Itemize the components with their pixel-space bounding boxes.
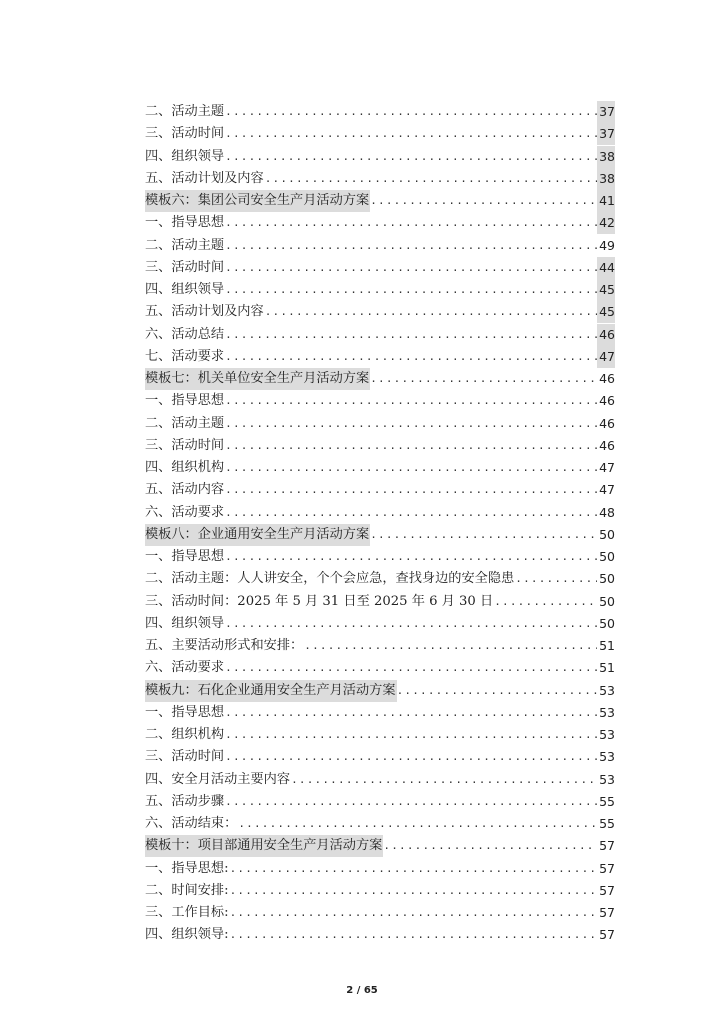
toc-page-number: 50 <box>599 549 615 565</box>
toc-entry-label: 一、指导思想 <box>145 393 225 409</box>
toc-entry-label: 二、活动主题 <box>145 104 225 120</box>
toc-page-number: 53 <box>599 771 615 787</box>
toc-page-number: 50 <box>599 593 615 609</box>
toc-entry[interactable] <box>145 479 615 501</box>
toc-dot-leader <box>397 680 597 702</box>
toc-entry[interactable] <box>145 123 615 145</box>
toc-page-number: 48 <box>599 504 615 520</box>
toc-entry[interactable] <box>145 546 615 568</box>
toc-entry-label: 六、活动结束： <box>145 816 238 832</box>
toc-entry-label: 模板七：机关单位安全生产月活动方案 <box>145 368 370 390</box>
toc-entry[interactable] <box>145 702 615 724</box>
toc-entry-label: 三、活动时间 <box>145 259 225 275</box>
toc-entry-label: 六、活动要求 <box>145 660 225 676</box>
toc-page-number: 45 <box>597 279 615 301</box>
toc-page-number: 57 <box>599 882 615 898</box>
toc-entry[interactable] <box>145 101 615 123</box>
toc-entry-label: 二、时间安排: <box>145 882 229 898</box>
toc-dot-leader <box>225 146 597 168</box>
toc-entry-label: 二、组织机构 <box>145 727 225 743</box>
toc-dot-leader <box>230 902 597 924</box>
toc-entry-label: 五、活动计划及内容 <box>145 304 264 320</box>
toc-dot-leader <box>291 769 597 791</box>
toc-entry-label: 四、组织机构 <box>145 460 225 476</box>
toc-dot-leader <box>225 479 597 501</box>
toc-page-number: 51 <box>599 638 615 654</box>
toc-dot-leader <box>304 635 597 657</box>
toc-entry-label: 二、活动主题 <box>145 415 225 431</box>
toc-page-number: 53 <box>599 704 615 720</box>
toc-entry-label: 三、活动时间：2025 年 5 月 31 日至 2025 年 6 月 30 日 <box>145 593 494 609</box>
toc-entry[interactable] <box>145 413 615 435</box>
toc-entry[interactable] <box>145 235 615 257</box>
toc-entry[interactable] <box>145 902 615 924</box>
toc-chapter-entry[interactable] <box>145 368 615 390</box>
toc-dot-leader <box>230 924 597 946</box>
toc-entry-label: 五、活动内容 <box>145 482 225 498</box>
toc-entry-label: 一、指导思想 <box>145 549 225 565</box>
toc-page-number: 53 <box>599 727 615 743</box>
toc-entry-label: 五、活动计划及内容 <box>145 170 264 186</box>
toc-dot-leader <box>225 613 597 635</box>
toc-dot-leader <box>515 568 597 590</box>
toc-page-number: 42 <box>597 212 615 234</box>
toc-entry-label: 一、指导思想 <box>145 215 225 231</box>
toc-page-number: 47 <box>597 346 615 368</box>
toc-dot-leader <box>370 368 597 390</box>
toc-entry[interactable] <box>145 457 615 479</box>
toc-dot-leader <box>225 702 597 724</box>
toc-page-number: 46 <box>599 393 615 409</box>
toc-entry[interactable] <box>145 502 615 524</box>
toc-page-number: 55 <box>599 816 615 832</box>
toc-page-number: 38 <box>597 146 615 168</box>
toc-entry-label: 四、组织领导 <box>145 148 225 164</box>
toc-entry[interactable] <box>145 769 615 791</box>
toc-dot-leader <box>225 123 597 145</box>
toc-chapter-entry[interactable] <box>145 680 615 702</box>
toc-page-number: 53 <box>599 749 615 765</box>
toc-dot-leader <box>265 168 597 190</box>
toc-entry-label: 二、活动主题 <box>145 237 225 253</box>
toc-entry[interactable] <box>145 168 615 190</box>
toc-page-number: 53 <box>599 682 615 698</box>
toc-entry[interactable] <box>145 212 615 234</box>
toc-entry-label: 四、组织领导 <box>145 615 225 631</box>
toc-dot-leader <box>370 190 597 212</box>
toc-entry[interactable] <box>145 813 615 835</box>
toc-entry[interactable] <box>145 613 615 635</box>
toc-entry-label: 三、活动时间 <box>145 749 225 765</box>
toc-dot-leader <box>370 524 597 546</box>
toc-page-number: 47 <box>599 482 615 498</box>
toc-entry[interactable] <box>145 390 615 412</box>
toc-entry-label: 五、活动步骤 <box>145 793 225 809</box>
toc-page-number: 46 <box>599 415 615 431</box>
toc-page-number: 44 <box>597 257 615 279</box>
toc-entry-label: 七、活动要求 <box>145 348 225 364</box>
toc-chapter-entry[interactable] <box>145 190 615 212</box>
toc-entry-label: 三、活动时间 <box>145 437 225 453</box>
toc-dot-leader <box>230 858 597 880</box>
toc-chapter-entry[interactable] <box>145 524 615 546</box>
toc-entry-label: 四、安全月活动主要内容 <box>145 771 291 787</box>
toc-entry[interactable] <box>145 746 615 768</box>
toc-entry-label: 四、组织领导 <box>145 282 225 298</box>
toc-entry-label: 五、主要活动形式和安排： <box>145 638 304 654</box>
toc-dot-leader <box>494 591 597 613</box>
toc-dot-leader <box>225 435 597 457</box>
toc-entry-label: 三、活动时间 <box>145 126 225 142</box>
toc-dot-leader <box>225 212 597 234</box>
toc-entry[interactable] <box>145 346 615 368</box>
toc-entry[interactable] <box>145 657 615 679</box>
toc-dot-leader <box>225 657 597 679</box>
table-of-contents <box>145 101 615 947</box>
toc-entry-label: 三、工作目标: <box>145 905 229 921</box>
toc-entry-label: 一、指导思想 <box>145 704 225 720</box>
toc-page-number: 57 <box>599 905 615 921</box>
toc-page-number: 46 <box>599 371 615 387</box>
toc-entry[interactable] <box>145 924 615 946</box>
toc-dot-leader <box>383 835 597 857</box>
toc-page-number: 51 <box>599 660 615 676</box>
toc-entry-label: 二、活动主题：人人讲安全，个个会应急，查找身边的安全隐患 <box>145 571 515 587</box>
current-page-number: 2 <box>346 985 354 996</box>
total-page-count: 65 <box>363 985 378 996</box>
toc-entry-label: 模板八：企业通用安全生产月活动方案 <box>145 524 370 546</box>
toc-page-number: 37 <box>597 123 615 145</box>
toc-dot-leader <box>225 390 597 412</box>
toc-dot-leader <box>225 324 597 346</box>
toc-entry-label: 模板十：项目部通用安全生产月活动方案 <box>145 835 383 857</box>
toc-chapter-entry[interactable] <box>145 835 615 857</box>
toc-dot-leader <box>225 746 597 768</box>
toc-dot-leader <box>225 257 597 279</box>
toc-page-number: 49 <box>599 237 615 253</box>
toc-entry[interactable] <box>145 880 615 902</box>
toc-entry[interactable] <box>145 324 615 346</box>
toc-entry[interactable] <box>145 146 615 168</box>
toc-page-number: 41 <box>597 190 615 212</box>
page-footer <box>0 985 724 996</box>
toc-dot-leader <box>230 880 597 902</box>
toc-page-number: 57 <box>599 838 615 854</box>
toc-dot-leader <box>225 546 597 568</box>
toc-dot-leader <box>225 724 597 746</box>
toc-entry[interactable] <box>145 568 615 590</box>
toc-dot-leader <box>225 457 597 479</box>
toc-dot-leader <box>225 235 597 257</box>
toc-entry[interactable] <box>145 257 615 279</box>
toc-entry-label: 一、指导思想: <box>145 860 229 876</box>
toc-entry-label: 模板九：石化企业通用安全生产月活动方案 <box>145 680 397 702</box>
toc-page-number: 57 <box>599 860 615 876</box>
toc-page-number: 46 <box>597 324 615 346</box>
toc-page-number: 46 <box>599 437 615 453</box>
toc-dot-leader <box>225 279 597 301</box>
toc-entry[interactable] <box>145 791 615 813</box>
toc-page-number: 50 <box>599 571 615 587</box>
toc-dot-leader <box>225 101 597 123</box>
toc-entry-label: 六、活动总结 <box>145 326 225 342</box>
toc-entry[interactable] <box>145 858 615 880</box>
toc-page-number: 47 <box>599 460 615 476</box>
toc-dot-leader <box>225 791 597 813</box>
toc-page-number: 50 <box>599 526 615 542</box>
toc-entry-label: 模板六：集团公司安全生产月活动方案 <box>145 190 370 212</box>
toc-page-number: 38 <box>597 168 615 190</box>
toc-entry[interactable] <box>145 591 615 613</box>
toc-entry[interactable] <box>145 279 615 301</box>
toc-page-number: 55 <box>599 793 615 809</box>
toc-page-number: 50 <box>599 615 615 631</box>
toc-page-number: 37 <box>597 101 615 123</box>
toc-entry[interactable] <box>145 724 615 746</box>
toc-dot-leader <box>225 413 597 435</box>
toc-entry[interactable] <box>145 301 615 323</box>
toc-entry[interactable] <box>145 435 615 457</box>
toc-dot-leader <box>225 502 597 524</box>
page-separator: / <box>356 985 361 996</box>
toc-page-number: 45 <box>597 301 615 323</box>
toc-dot-leader <box>225 346 597 368</box>
toc-entry[interactable] <box>145 635 615 657</box>
toc-entry-label: 六、活动要求 <box>145 504 225 520</box>
toc-entry-label: 四、组织领导: <box>145 927 229 943</box>
toc-dot-leader <box>265 301 597 323</box>
toc-page-number: 57 <box>599 927 615 943</box>
toc-dot-leader <box>238 813 597 835</box>
